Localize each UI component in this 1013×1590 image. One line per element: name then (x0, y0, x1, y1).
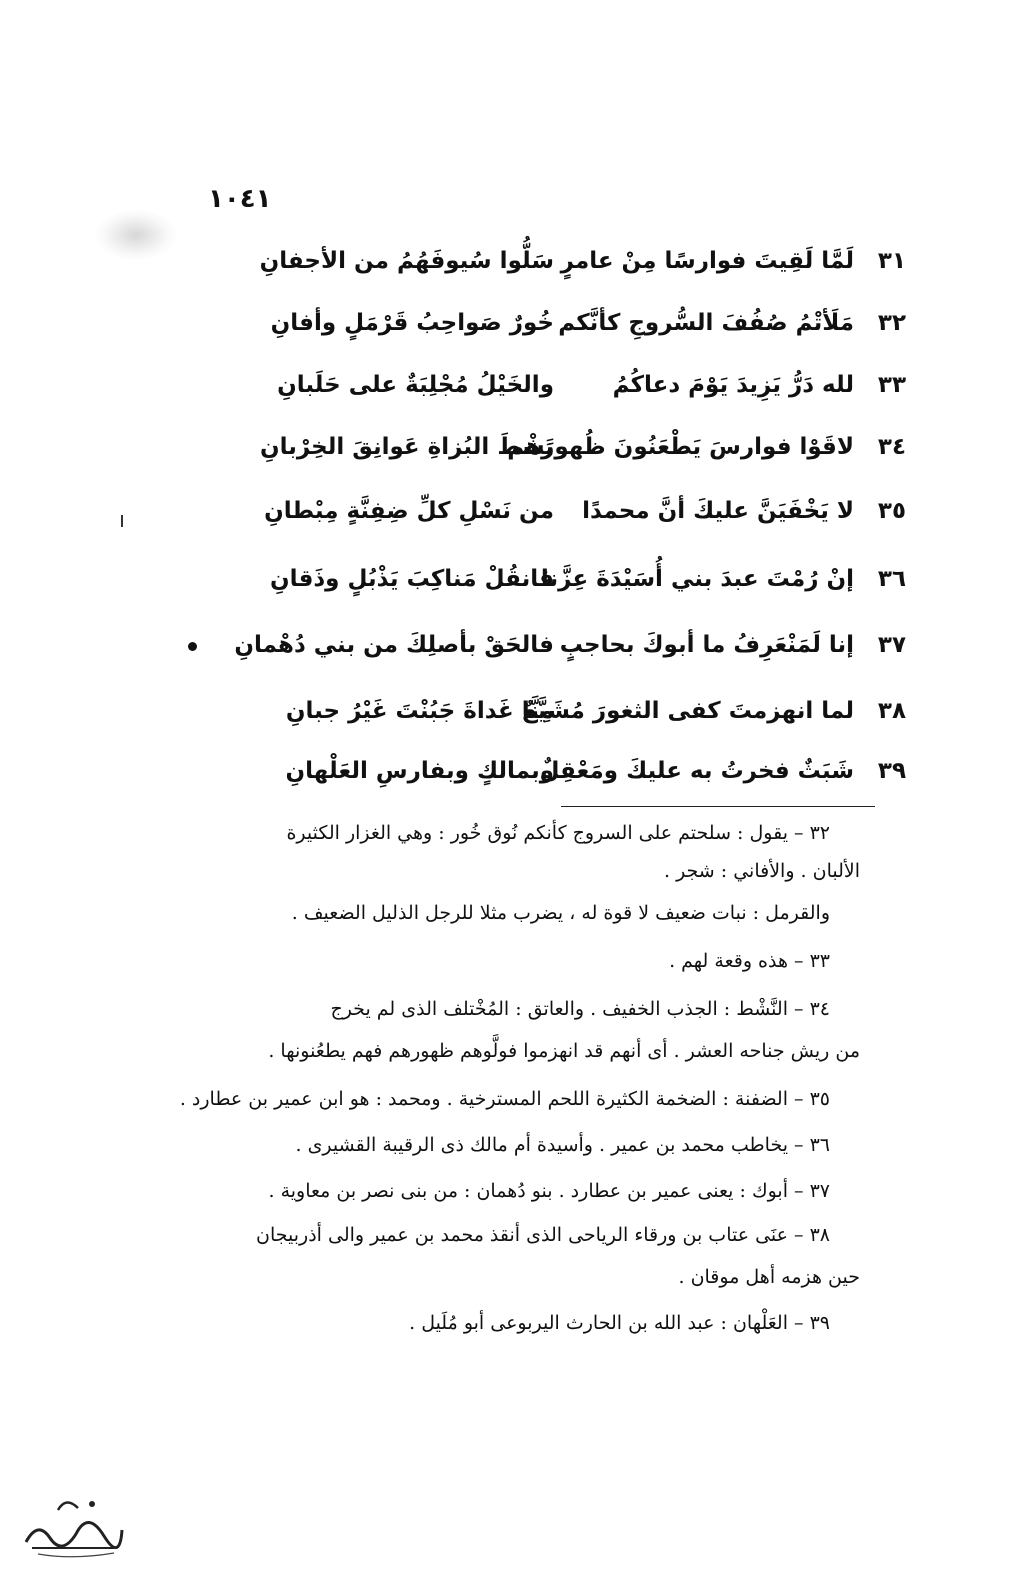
verse-number: ٣١ (877, 248, 906, 274)
verse-number: ٣٨ (877, 698, 906, 724)
page-number: ١٠٤١ (208, 184, 272, 214)
note-line: ٣٩ – العَلْهان : عبد الله بن الحارث اليربوعى أبو مُلَيل . (409, 1312, 830, 1334)
verse-first-hemistich: لا يَخْفَيَنَّ عليكَ أنَّ محمدًا (582, 498, 854, 524)
verse-first-hemistich: إنْ رُمْتَ عبدَ بني أُسَيْدَةَ عِزَّنا (540, 566, 854, 592)
note-line: والقرمل : نبات ضعيف لا قوة له ، يضرب مثلا للرجل الذليل الضعيف . (291, 902, 830, 924)
verse-first-hemistich: لما انهزمتَ كفى الثغورَ مُشَيَّعٌ (522, 698, 854, 724)
verse-number: ٣٣ (877, 372, 906, 398)
verse-first-hemistich: مَلَأتْمُ صُفُفَ السُّروجِ كأنَّكم (558, 310, 854, 336)
note-line: الألبان . والأفاني : شجر . (663, 860, 860, 882)
verse-second-hemistich: فانقُلْ مَناكِبَ يَذْبُلٍ وذَقانِ (270, 566, 554, 592)
note-line: ٣٣ – هذه وقعة لهم . (669, 950, 830, 972)
verse-32 (226, 298, 906, 348)
verse-second-hemistich: نَشْطَ البُزاةِ عَوانِقَ الخِرْبانِ (259, 434, 554, 460)
verse-second-hemistich: من نَسْلِ كلِّ ضِفِنَّةٍ مِبْطانِ (264, 498, 554, 524)
verse-36 (226, 554, 906, 604)
library-watermark-logo (18, 1490, 128, 1560)
note-line: ٣٧ – أبوك : يعنى عمير بن عطارد . بنو دُهمان : من بنى نصر بن معاوية . (268, 1180, 830, 1202)
footnote-divider (561, 806, 875, 807)
note-line: من ريش جناحه العشر . أى أنهم قد انهزموا فولَّوهم ظهورهم فهم يطعُنونها . (268, 1040, 860, 1062)
verse-second-hemistich: خُورٌ صَواحِبُ قَرْمَلٍ وأفانِ (270, 310, 554, 336)
verse-35 (226, 486, 906, 536)
verse-number: ٣٥ (877, 498, 906, 524)
verse-39 (226, 746, 906, 796)
note-line: ٣٨ – عنَى عتاب بن ورقاء الرياحى الذى أنقذ محمد بن عمير والى أذربيجان (256, 1224, 830, 1246)
verse-first-hemistich: شَبَثٌ فخرتُ به عليكَ ومَعْقِلٌ (539, 758, 854, 784)
verse-second-hemistich: والخَيْلُ مُجْلِبَةٌ على حَلَبانِ (277, 372, 554, 398)
note-line: ٣٦ – يخاطب محمد بن عمير . وأسيدة أم مالك ذى الرقيبة القشيرى . (295, 1134, 830, 1156)
verse-second-hemistich: مِنَّا غَداةَ جَبُنْتَ غَيْرُ جبانِ (285, 698, 554, 724)
scan-smudge (96, 210, 176, 260)
note-line: ٣٤ – النَّشْط : الجذب الخفيف . والعاتق : المُخْتلف الذى لم يخرج (330, 998, 830, 1020)
verse-34 (226, 422, 906, 472)
verse-33 (226, 360, 906, 410)
verse-37 (226, 620, 906, 670)
verse-number: ٣٢ (877, 310, 906, 336)
note-line: حين هزمه أهل موقان . (678, 1266, 860, 1288)
margin-dot (188, 642, 197, 651)
note-line: ٣٥ – الضفنة : الضخمة الكثيرة اللحم المسترخية . ومحمد : هو ابن عمير بن عطارد . (179, 1088, 830, 1110)
verse-38 (226, 686, 906, 736)
verse-number: ٣٦ (877, 566, 906, 592)
poem-verses (226, 236, 906, 796)
margin-tick (121, 515, 123, 527)
verse-31 (226, 236, 906, 286)
verse-first-hemistich: لله دَرُّ يَزِيدَ يَوْمَ دعاكُمُ (612, 372, 854, 398)
verse-number: ٣٤ (877, 434, 906, 460)
verse-first-hemistich: لَمَّا لَقِيتَ فوارسًا مِنْ عامرٍ (560, 248, 854, 274)
verse-second-hemistich: فالحَقْ بأصلِكَ من بني دُهْمانِ (234, 632, 554, 658)
note-line: ٣٢ – يقول : سلحتم على السروج كأنكم نُوق خُور : وهي الغزار الكثيرة (286, 822, 830, 844)
verse-first-hemistich: إنا لَمَنْعَرِفُ ما أبوكَ بحاجبٍ (559, 632, 854, 658)
verse-number: ٣٩ (877, 758, 906, 784)
verse-first-hemistich: لاقَوْا فوارسَ يَطْعَنُونَ ظُهورَهم (507, 434, 854, 460)
verse-second-hemistich: سَلُّوا سُيوفَهُمُ من الأجفانِ (259, 248, 554, 274)
verse-number: ٣٧ (877, 632, 906, 658)
verse-second-hemistich: وبمالكٍ وبفارسِ العَلْهانِ (285, 758, 554, 784)
